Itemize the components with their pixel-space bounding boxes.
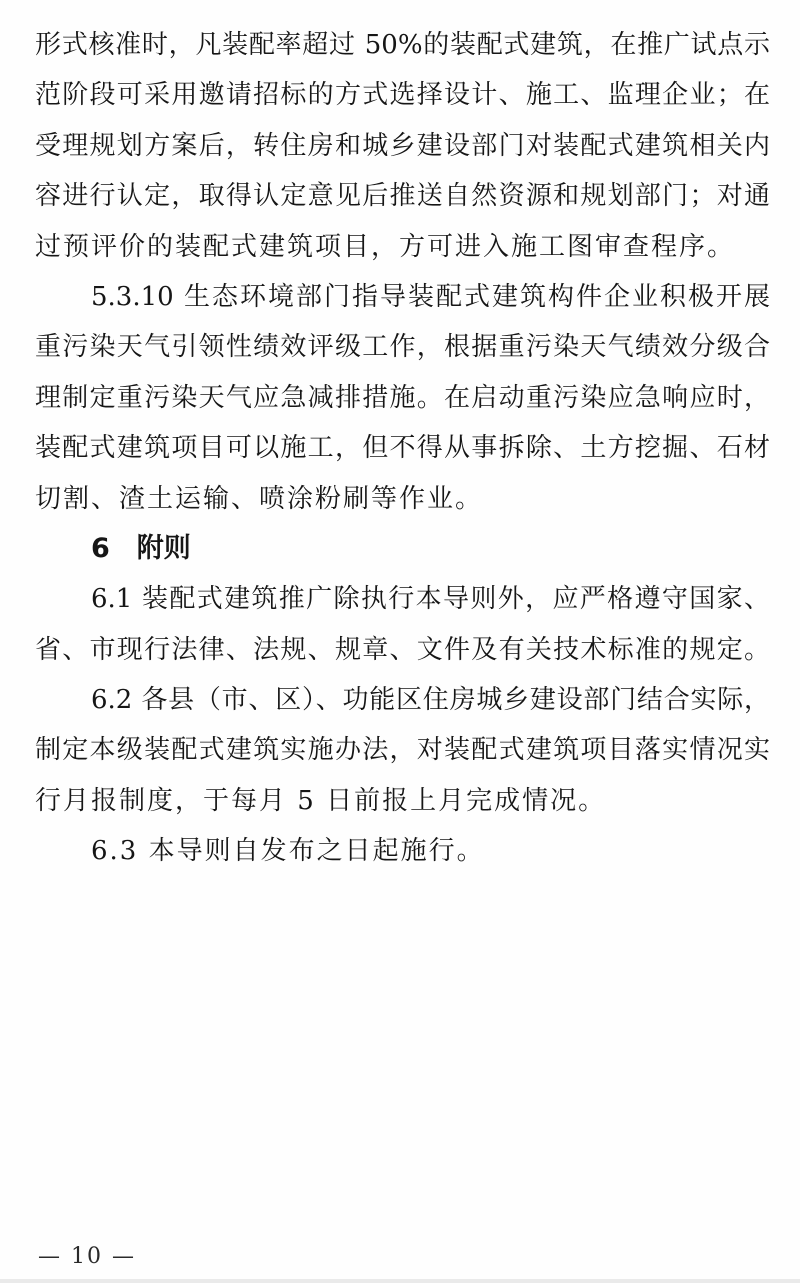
text-line: 容进行认定，取得认定意见后推送自然资源和规划部门；对通 [35, 181, 770, 212]
text-line: 6.1 装配式建筑推广除执行本导则外，应严格遵守国家、 [91, 584, 770, 615]
text-line: 5.3.10 生态环境部门指导装配式建筑构件企业积极开展 [91, 281, 770, 312]
text-line: 过预评价的装配式建筑项目，方可进入施工图审查程序。 [35, 231, 736, 262]
text-line: 6.2 各县（市、区）、功能区住房城乡建设部门结合实际， [91, 685, 770, 716]
text-line: 制定本级装配式建筑实施办法，对装配式建筑项目落实情况实 [35, 735, 770, 766]
text-line: 省、市现行法律、法规、规章、文件及有关技术标准的规定。 [35, 634, 770, 665]
section-heading: 6 附则 [91, 532, 191, 564]
text-line: 6.3 本导则自发布之日起施行。 [91, 836, 485, 867]
text-line: 行月报制度，于每月 5 日前报上月完成情况。 [35, 785, 607, 816]
page-number: — 10 — [38, 1244, 136, 1269]
text-line: 装配式建筑项目可以施工，但不得从事拆除、土方挖掘、石材 [35, 433, 770, 464]
text-line: 理制定重污染天气应急减排措施。在启动重污染应急响应时， [35, 382, 770, 413]
text-line: 范阶段可采用邀请招标的方式选择设计、施工、监理企业；在 [35, 80, 770, 111]
page-footer [38, 1244, 136, 1269]
text-line: 形式核准时，凡装配率超过 50%的装配式建筑，在推广试点示 [35, 30, 770, 60]
text-line: 切割、渣土运输、喷涂粉刷等作业。 [35, 483, 484, 514]
text-line: 受理规划方案后，转住房和城乡建设部门对装配式建筑相关内 [35, 130, 770, 161]
document-body [35, 20, 770, 877]
scan-bottom-edge [0, 1279, 800, 1283]
text-line: 重污染天气引领性绩效评级工作，根据重污染天气绩效分级合 [35, 332, 770, 363]
